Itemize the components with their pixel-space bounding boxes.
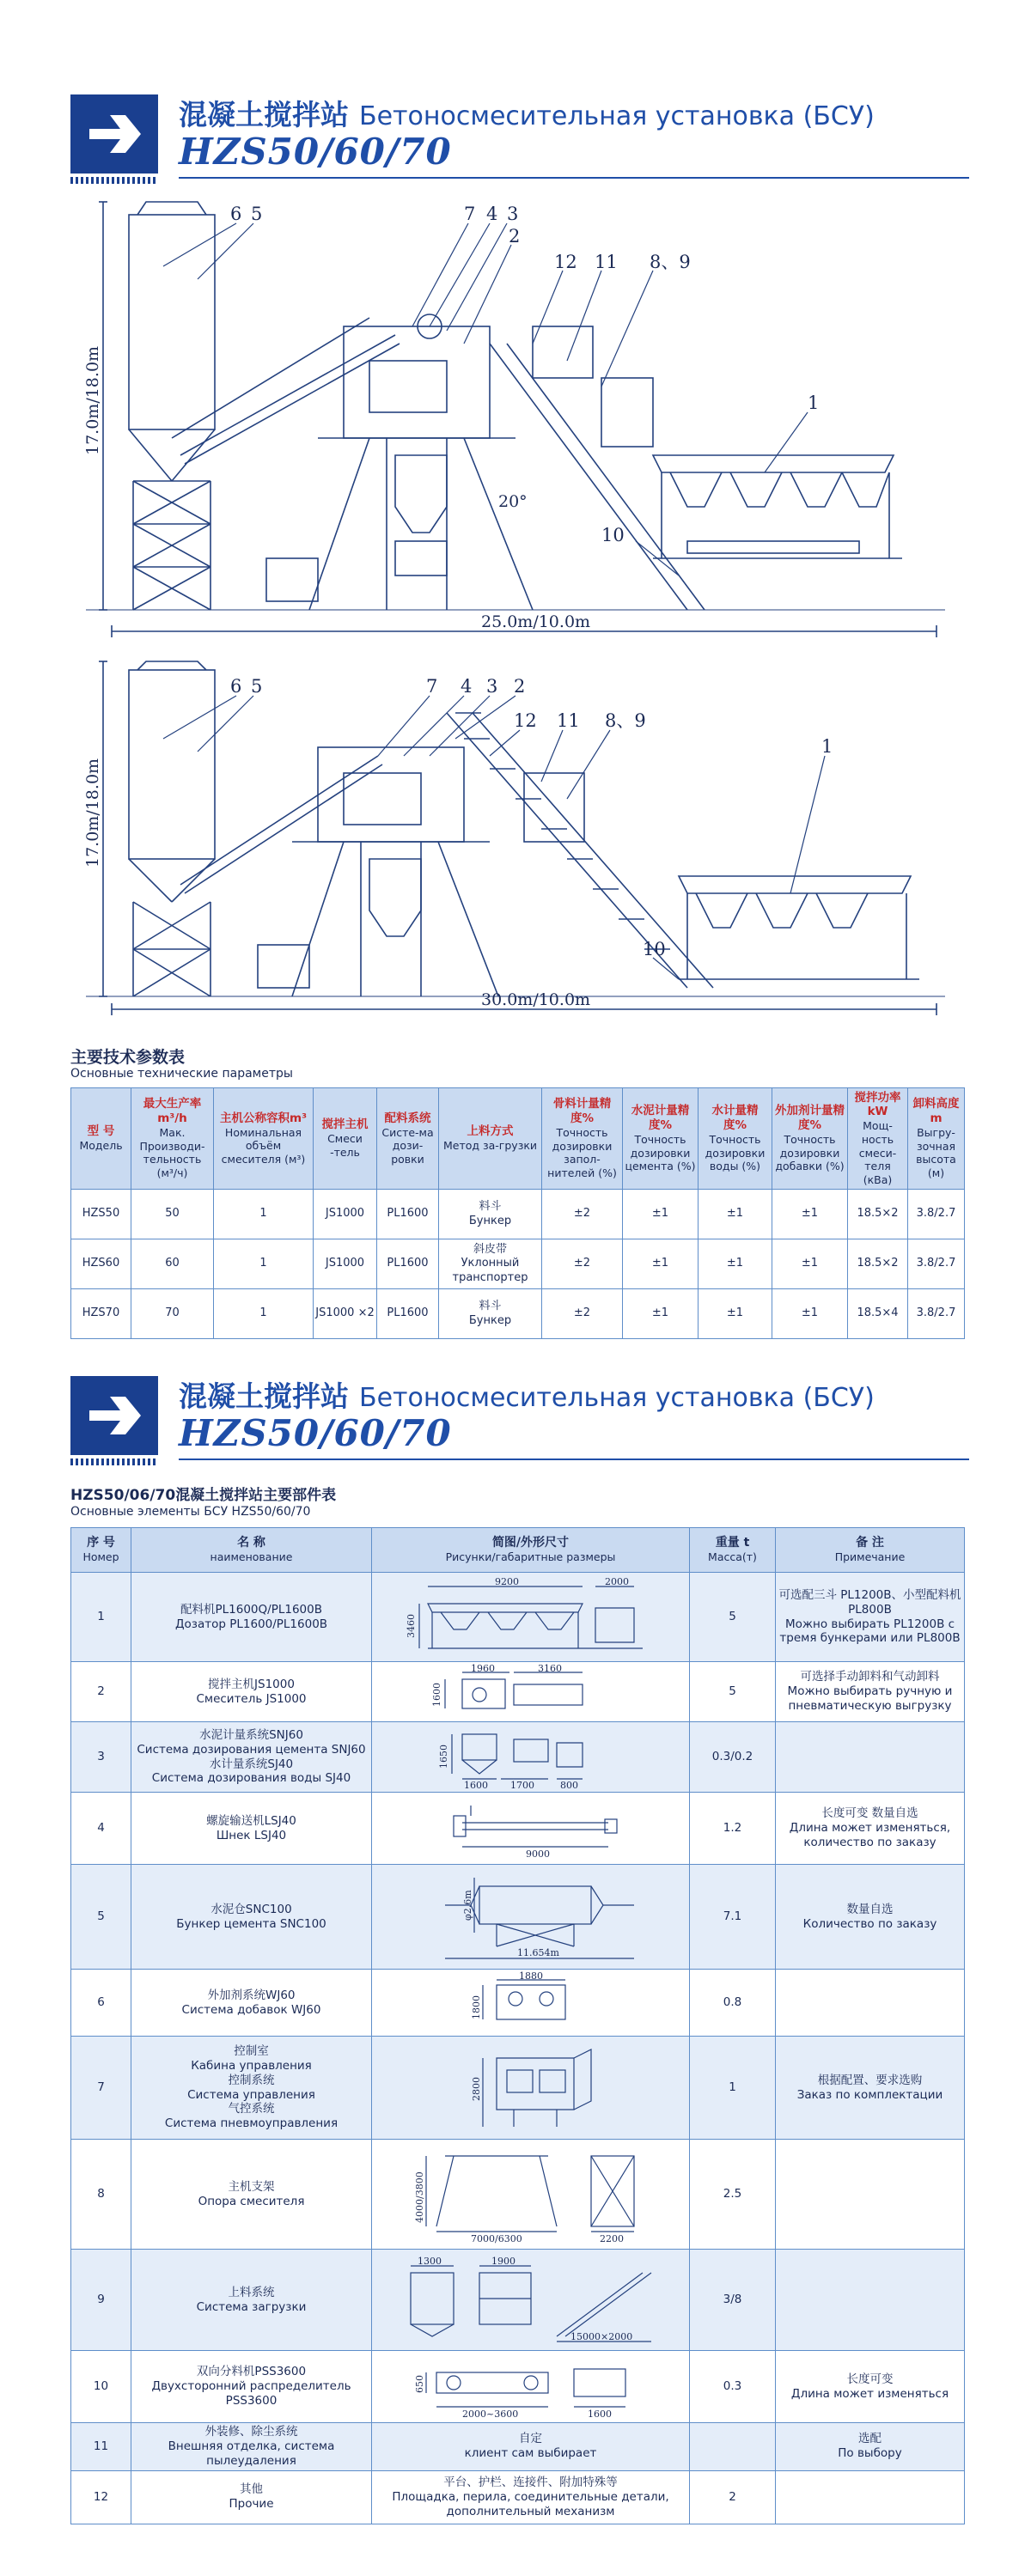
svg-text:1600: 1600 <box>463 1779 488 1791</box>
table-row: 6 外加剂系统WJ60 Система добавок WJ60 1880 1800 0.8 <box>71 1970 965 2037</box>
plant-drawing-belt <box>83 661 962 1022</box>
svg-text:800: 800 <box>559 1779 578 1791</box>
callout-6: 6 <box>230 676 242 697</box>
svg-text:15000×2000: 15000×2000 <box>570 2330 632 2342</box>
callout-8-9: 8、9 <box>605 710 646 731</box>
svg-text:1800: 1800 <box>470 1994 482 2019</box>
svg-text:2200: 2200 <box>599 2232 624 2244</box>
svg-text:650: 650 <box>413 2374 425 2393</box>
svg-text:1650: 1650 <box>437 1744 449 1769</box>
svg-text:9000: 9000 <box>525 1848 550 1860</box>
col-batching: 配料系统 Систе-ма дози-ровки <box>377 1088 439 1190</box>
svg-text:4000/3800: 4000/3800 <box>413 2171 425 2223</box>
callout-8-9: 8、9 <box>650 252 691 272</box>
part-figure <box>372 2351 690 2423</box>
col-additive-accuracy: 外加剂计量精度% Точность дозировки добавки (%) <box>772 1088 848 1190</box>
callout-3: 3 <box>486 676 498 697</box>
svg-text:φ2.6m: φ2.6m <box>461 1889 473 1921</box>
model-title: HZS50/60/70 <box>179 131 452 173</box>
part-figure <box>372 1865 690 1970</box>
col-model: 型 号 Модель <box>71 1088 131 1190</box>
svg-text:1900: 1900 <box>491 2255 516 2267</box>
svg-text:3460: 3460 <box>405 1613 417 1638</box>
callout-2: 2 <box>509 226 521 247</box>
svg-text:1600: 1600 <box>430 1682 442 1707</box>
col-mixer: 搅拌主机 Смеси -тель <box>314 1088 377 1190</box>
table-row: 7 控制室 Кабина управления 控制系统 Система управления 气控系统 Система пневмоуправления 2800 1 根据配置、要求选购 Заказ по комплектации <box>71 2037 965 2140</box>
part-figure <box>372 1970 690 2037</box>
part-figure <box>372 1793 690 1865</box>
table-row: 2 搅拌主机JS1000 Смеситель JS1000 1960 3160 1600 5 可选择手动卸料和气动卸料 Можно выбирать ручную и пневматическую выгрузку <box>71 1662 965 1722</box>
svg-text:1600: 1600 <box>587 2408 612 2420</box>
svg-text:3160: 3160 <box>537 1662 562 1674</box>
part-figure <box>372 1573 690 1662</box>
header-rule <box>179 177 969 179</box>
svg-text:1300: 1300 <box>417 2255 442 2267</box>
table-row: HZS70 70 1 JS1000 ×2 PL1600 料斗 Бункер ±2 ±1 ±1 ±1 18.5×4 3.8/2.7 <box>71 1289 965 1339</box>
callout-1: 1 <box>821 736 833 757</box>
svg-text:11.654m: 11.654m <box>516 1946 559 1958</box>
cement-silo-drawing <box>129 202 215 610</box>
page-header-bottom <box>70 1367 964 1469</box>
svg-text:2000~3600: 2000~3600 <box>461 2408 518 2420</box>
col-volume: 主机公称容积m³ Номинальная объём смесителя (м³) <box>214 1088 314 1190</box>
table-row: 11 外装修、除尘系统 Внешняя отделка, система пылеудаления 自定 клиент сам выбирает 选配 По выбору <box>71 2423 965 2471</box>
specs-title: 主要技术参数表 <box>70 1048 186 1067</box>
part-figure <box>372 1722 690 1793</box>
callout-1: 1 <box>808 393 820 413</box>
callout-4: 4 <box>461 676 473 697</box>
svg-text:9200: 9200 <box>494 1575 519 1587</box>
table-row: 1 配料机PL1600Q/PL1600B Дозатор PL1600/PL1600B 9200 2000 3460 5 可选配三斗 PL1200B、小型配料机PL800B Можно выбирать PL1200B с тремя бункерами или PL800B <box>71 1573 965 1662</box>
col-height: 卸料高度m Выгру-зочная высота (м) <box>908 1088 965 1190</box>
col-water-accuracy: 水计量精度% Точность дозировки воды (%) <box>699 1088 772 1190</box>
part-figure <box>372 2140 690 2250</box>
callout-12: 12 <box>554 252 577 272</box>
callout-2: 2 <box>514 676 526 697</box>
table-row: 5 水泥仓SNC100 Бункер цемента SNC100 11.654m φ2.6m 7.1 数量自选 Количество по заказу <box>71 1865 965 1970</box>
part-figure <box>372 2037 690 2140</box>
callout-11: 11 <box>595 252 618 272</box>
specs-header-row <box>71 1088 965 1190</box>
callout-7: 7 <box>426 676 438 697</box>
table-row: HZS60 60 1 JS1000 PL1600 斜皮带 Уклонный транспортер ±2 ±1 ±1 ±1 18.5×2 3.8/2.7 <box>71 1239 965 1289</box>
page-header-top <box>70 86 964 187</box>
header-rule <box>179 1459 969 1460</box>
part-figure <box>372 2250 690 2351</box>
svg-text:7000/6300: 7000/6300 <box>470 2232 522 2244</box>
table-row: 10 双向分料机PSS3600 Двухсторонний распределитель PSS3600 2000~3600 1600 650 0.3 长度可变 Длина может изменяться <box>71 2351 965 2423</box>
callout-3: 3 <box>507 204 519 224</box>
table-row: 4 螺旋输送机LSJ40 Шнек LSJ40 9000 1.2 长度可变 数量自选 Длина может изменяться, количество по заказу <box>71 1793 965 1865</box>
table-row: 3 水泥计量系统SNJ60 Система дозирования цемента SNJ60 水计量系统SJ40 Система дозирования воды SJ40 1600 1700 800 1650 0.3/0.2 <box>71 1722 965 1793</box>
callout-11: 11 <box>557 710 580 731</box>
table-row: 8 主机支架 Опора смесителя 7000/6300 4000/3800 2200 2.5 <box>71 2140 965 2250</box>
col-power: 搅拌功率kW Мощ-ность смеси-теля (кВа) <box>848 1088 908 1190</box>
width-dimension: 25.0m/10.0m <box>481 612 591 631</box>
height-dimension: 17.0m/18.0m <box>83 758 102 868</box>
stripe-decoration <box>70 1459 158 1465</box>
svg-text:1880: 1880 <box>518 1970 543 1982</box>
callout-4: 4 <box>486 204 498 224</box>
callout-10: 10 <box>643 939 666 959</box>
parts-title: HZS50/06/70混凝土搅拌站主要部件表 <box>70 1487 337 1504</box>
callout-12: 12 <box>514 710 537 731</box>
cement-silo-drawing <box>129 661 215 996</box>
table-row: 12 其他 Прочие 平台、护栏、连接件、附加特殊等 Площадка, перила, соединительные детали, дополнительный механизм 2 <box>71 2470 965 2524</box>
stripe-decoration <box>70 177 158 184</box>
mixing-tower-drawing <box>266 314 533 610</box>
parts-table <box>70 1527 965 2524</box>
batching-machine-drawing <box>679 876 919 979</box>
table-row: 9 上料系统 Система загрузки 1300 1900 15000×2000 3/8 <box>71 2250 965 2351</box>
col-cement-accuracy: 水泥计量精度% Точность дозировки цемента (%) <box>623 1088 699 1190</box>
mixing-tower-drawing <box>258 747 498 996</box>
col-aggregate-accuracy: 骨料计量精度% Точность дозировки запол-нителей (%) <box>542 1088 623 1190</box>
callout-10: 10 <box>601 525 625 545</box>
arrow-icon <box>70 94 158 174</box>
model-title: HZS50/60/70 <box>179 1412 452 1454</box>
specs-table <box>70 1087 965 1339</box>
svg-text:1960: 1960 <box>470 1662 495 1674</box>
col-loading: 上料方式 Метод за-грузки <box>439 1088 542 1190</box>
page-title: 混凝土搅拌站 Бетоносмесительная установка (БСУ) <box>179 98 875 131</box>
callout-5: 5 <box>251 204 263 224</box>
part-figure <box>372 1662 690 1722</box>
callout-6: 6 <box>230 204 242 224</box>
width-dimension: 30.0m/10.0m <box>481 990 591 1009</box>
height-dimension: 17.0m/18.0m <box>83 345 102 455</box>
incline-angle: 20° <box>498 492 528 511</box>
svg-text:2000: 2000 <box>604 1575 629 1587</box>
svg-text:2800: 2800 <box>470 2076 482 2101</box>
parts-header-row: 序 号 Номер 名 称 наименование 简图/外形尺寸 Рисунки/габаритные размеры 重量 t Масса(т) 备 注 Примечание <box>71 1528 965 1573</box>
parts-subtitle: Основные элементы БСУ HZS50/60/70 <box>70 1505 311 1519</box>
plant-drawing-hopper <box>83 198 962 644</box>
callout-5: 5 <box>251 676 263 697</box>
table-row: HZS50 50 1 JS1000 PL1600 料斗 Бункер ±2 ±1 ±1 ±1 18.5×2 3.8/2.7 <box>71 1190 965 1239</box>
col-capacity: 最大生产率m³/h Мак. Производи-тельность (м³/ч) <box>131 1088 214 1190</box>
arrow-icon <box>70 1376 158 1455</box>
callout-7: 7 <box>464 204 476 224</box>
batching-machine-drawing <box>653 455 902 558</box>
specs-subtitle: Основные технические параметры <box>70 1067 293 1081</box>
page-title: 混凝土搅拌站 Бетоносмесительная установка (БСУ) <box>179 1379 875 1413</box>
svg-text:1700: 1700 <box>509 1779 534 1791</box>
